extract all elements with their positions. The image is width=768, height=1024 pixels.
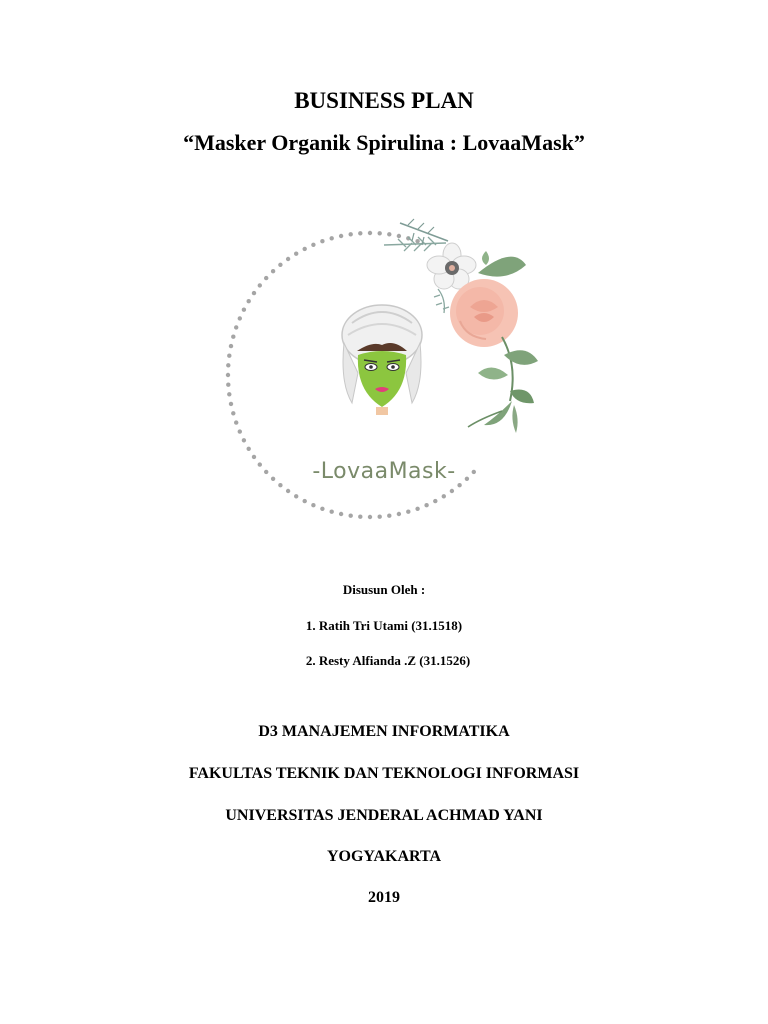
frame-dot: [415, 239, 419, 243]
frame-dot: [320, 239, 324, 243]
frame-dot: [229, 402, 233, 406]
frame-dot: [247, 299, 251, 303]
frame-dot: [349, 514, 353, 518]
frame-dot: [358, 231, 362, 235]
city-name: YOGYAKARTA: [326, 848, 442, 865]
frame-dot: [387, 232, 391, 236]
frame-dot: [387, 514, 391, 518]
frame-dot: [397, 512, 401, 516]
frame-dot: [234, 420, 238, 424]
frame-dot: [339, 512, 343, 516]
frame-dot: [303, 499, 307, 503]
frame-dot: [320, 507, 324, 511]
frame-dot: [406, 510, 410, 514]
frame-dot: [227, 354, 231, 358]
frame-dot: [450, 489, 454, 493]
faculty-name: FAKULTAS TEKNIK DAN TEKNOLOGI INFORMASI: [188, 765, 580, 782]
document-title: BUSINESS PLAN: [294, 88, 474, 113]
frame-dot: [286, 257, 290, 261]
frame-dot: [330, 510, 334, 514]
author-item: 1. Ratih Tri Utami (31.1518): [305, 618, 463, 633]
year: 2019: [368, 889, 400, 906]
logo-artwork: [216, 215, 552, 535]
frame-dot: [349, 232, 353, 236]
frame-dot: [242, 438, 246, 442]
frame-dot: [231, 335, 235, 339]
frame-dot: [358, 515, 362, 519]
frame-dot: [226, 383, 230, 387]
frame-dot: [415, 507, 419, 511]
frame-dot: [286, 489, 290, 493]
frame-dot: [226, 373, 230, 377]
frame-dot: [234, 325, 238, 329]
frame-dot: [264, 276, 268, 280]
frame-dot: [442, 494, 446, 498]
frame-dot: [378, 231, 382, 235]
frame-dot: [378, 515, 382, 519]
frame-dot: [311, 503, 315, 507]
frame-dot: [397, 234, 401, 238]
frame-dot: [311, 243, 315, 247]
frame-dot: [278, 263, 282, 267]
frame-dot: [258, 283, 262, 287]
study-program: D3 MANAJEMEN INFORMATIKA: [258, 723, 510, 740]
frame-dot: [227, 392, 231, 396]
frame-dot: [247, 447, 251, 451]
frame-dot: [238, 429, 242, 433]
document-subtitle: “Masker Organik Spirulina : LovaaMask”: [183, 130, 585, 155]
lovaamask-logo: [216, 215, 552, 535]
frame-dot: [330, 236, 334, 240]
authored-by-label: Disusun Oleh :: [342, 582, 426, 597]
frame-dot: [424, 503, 428, 507]
frame-dot: [433, 499, 437, 503]
frame-dot: [303, 247, 307, 251]
frame-dot: [368, 515, 372, 519]
author-item: 2. Resty Alfianda .Z (31.1526): [305, 653, 471, 668]
frame-dot: [226, 363, 230, 367]
frame-dot: [242, 308, 246, 312]
frame-dot: [294, 252, 298, 256]
logo-brand-text: -LovaaMask-: [312, 459, 456, 484]
frame-dot: [339, 234, 343, 238]
frame-dot: [231, 411, 235, 415]
face-mask-icon: [342, 305, 422, 415]
frame-dot: [252, 291, 256, 295]
frame-dot: [238, 316, 242, 320]
frame-dot: [368, 231, 372, 235]
university-name: UNIVERSITAS JENDERAL ACHMAD YANI: [225, 807, 543, 824]
frame-dot: [294, 494, 298, 498]
frame-dot: [271, 269, 275, 273]
frame-dot: [229, 344, 233, 348]
